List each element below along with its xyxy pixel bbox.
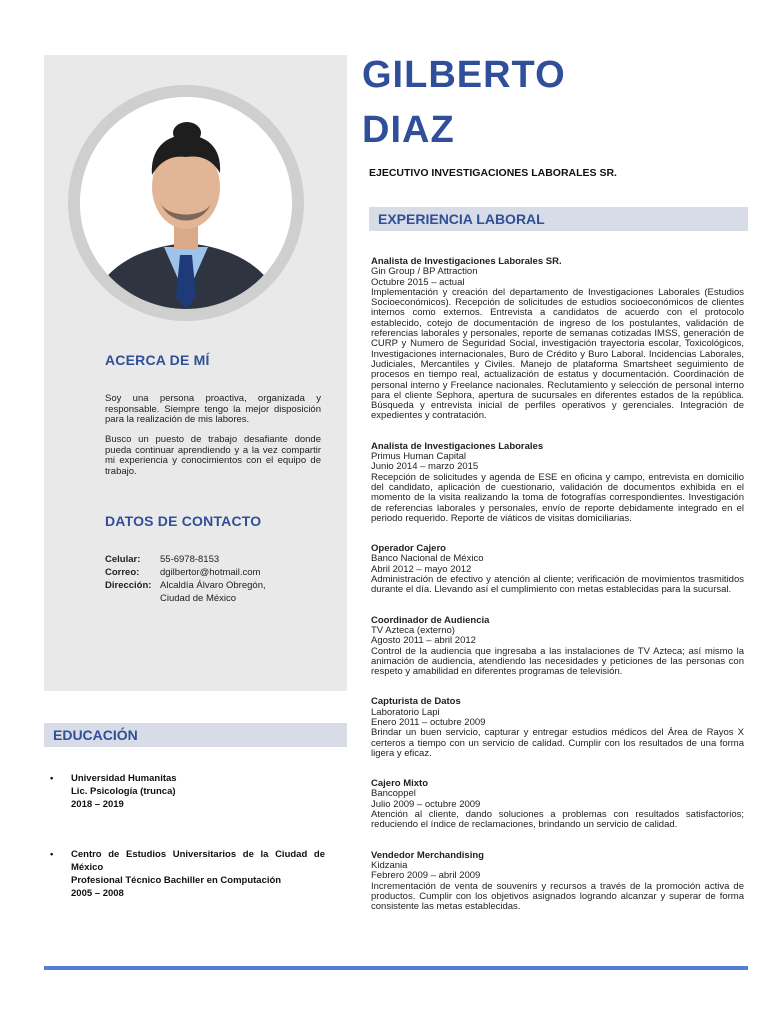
address-line-2: Ciudad de México: [160, 593, 237, 604]
email-label: Correo:: [105, 567, 140, 578]
job-entry-description: Control de la audiencia que ingresaba a las instalaciones de TV Azteca; así mismo la animación de audiencia, atendiendo las necesidades y peticiones de las personas con respeto y amabilidad en diferentes programas de televisión.: [371, 645, 744, 678]
last-name: DIAZ: [362, 109, 455, 151]
job-entry: [371, 616, 744, 678]
phone-value[interactable]: 55-6978-8153: [160, 554, 220, 565]
job-entry-company: Kidzania: [371, 859, 408, 871]
address-value: [160, 579, 290, 605]
job-entry-title: Coordinador de Audiencia: [371, 614, 490, 626]
contact-phone-row: [105, 553, 290, 566]
job-entry: [371, 697, 744, 759]
job-entry: [371, 851, 744, 913]
job-entry-description: Atención al cliente, dando soluciones a problemas con resultados satisfactorios; reduciendo el índice de reclamaciones, brindando un servicio de calidad.: [371, 809, 744, 831]
education-list: [50, 772, 325, 900]
address-label: Dirección:: [105, 580, 152, 591]
experience-section-bar: [369, 207, 748, 231]
job-entry-title: Cajero Mixto: [371, 778, 429, 790]
profile-photo: [80, 97, 292, 309]
job-entry-title: Analista de Investigaciones Laborales SR.: [371, 256, 562, 267]
education-heading: EDUCACIÓN: [53, 727, 138, 743]
job-entry-description: Brindar un buen servicio, capturar y entregar estudios médicos del Área de Rayos X certeros a tiempo con un servicio de calidad. Cumplir con los resultados de una forma ligera y eficaz.: [371, 727, 744, 759]
job-entry-dates: Agosto 2011 – abril 2012: [371, 635, 476, 647]
education-school: Centro de Estudios Universitarios de la Ciudad de México: [71, 849, 325, 873]
job-entry-company: TV Azteca (externo): [371, 624, 455, 636]
bottom-divider: [44, 966, 748, 970]
contact-email-row: [105, 566, 290, 579]
job-entry-description: Administración de efectivo y atención al cliente; verificación de movimientos trasmitidos durante el día. Llevando así el cumplimiento con metas establecidas para la sucursal.: [371, 574, 744, 596]
job-entry: [371, 257, 744, 422]
education-item: [50, 848, 325, 900]
job-entry-description: Implementación y creación del departamento de Investigaciones Laborales (Estudios Socioeconómicos). Recepción de solicitudes de estudios socioeconómicos de clientes internos como externos. Entrevista a candidatos de acuerdo con el protocolo establecido, cotejo de documentación de ingreso de los postulantes, validación de referencias laborales y personales, reporte de semanas cotizadas IMSS, generación de CURP y Numero de Seguridad Social, investigación trayectoria escolar, Toxicológicos, Investigaciones internacionales, Buro de Crédito y Buro Laboral. Incidencias Laborales, Judiciales, Mercantiles y Civiles. Manejo de plataforma Smartsheet seguimiento de procesos en tiempo real, actualización de estatus y documentación. Coordinación de personal interno y Freelance nacionales. Reclutamiento y selección de personal interno para el cliente Sephora, apertura de sucursales en diferentes estados de la república. Búsqueda y entrevista inicial de perfiles operativos y gerenciales. Integración de expedientes y contratación.: [371, 286, 744, 422]
education-degree: Lic. Psicología (trunca): [71, 786, 176, 797]
job-entry-title: Analista de Investigaciones Laborales: [371, 440, 544, 452]
job-entry: [371, 544, 744, 595]
job-entry: [371, 442, 744, 524]
job-entry-dates: Enero 2011 – octubre 2009: [371, 716, 486, 728]
job-entry-company: Primus Human Capital: [371, 451, 467, 463]
education-dates: 2018 – 2019: [71, 799, 124, 810]
job-entry-dates: Junio 2014 – marzo 2015: [371, 461, 479, 473]
education-dates: 2005 – 2008: [71, 888, 124, 899]
bullet-icon: •: [50, 773, 54, 784]
phone-label: Celular:: [105, 554, 141, 565]
experience-heading: EXPERIENCIA LABORAL: [378, 211, 545, 227]
first-name: GILBERTO: [362, 54, 566, 96]
experience-list: [371, 257, 744, 912]
job-entry-title: Vendedor Merchandising: [371, 849, 484, 861]
job-entry-dates: Abril 2012 – mayo 2012: [371, 563, 472, 575]
about-paragraph-1: Soy una persona proactiva, organizada y responsable. Siempre tengo la mejor disposición para la realización de mis labores.: [105, 393, 321, 426]
about-heading: ACERCA DE MÍ: [105, 352, 210, 368]
job-entry-dates: Febrero 2009 – abril 2009: [371, 870, 481, 882]
contact-details: [105, 553, 290, 605]
email-value[interactable]: dgilbertor@hotmail.com: [160, 567, 261, 578]
profile-portrait-image: [80, 97, 292, 309]
bullet-icon: •: [50, 849, 54, 860]
job-entry-description: Recepción de solicitudes y agenda de ESE en oficina y campo, entrevista en domicilio del candidato, aplicación de cuestionario, validación de documentos exhibida en el momento de la visita realizando la toma de fotografías correspondientes. Investigación de referencias laborales y personales, envío de reporte debidamente integrado en el periodo requerido. Reporte de viáticos de visitas domiciliarias.: [371, 471, 744, 524]
address-line-1: Alcaldía Álvaro Obregón,: [160, 580, 266, 591]
job-entry-company: Bancoppel: [371, 788, 416, 800]
job-entry-company: Laboratorio Lapi: [371, 706, 440, 718]
job-entry-company: Gin Group / BP Attraction: [371, 266, 478, 278]
education-section-bar: [44, 723, 347, 747]
education-school: Universidad Humanitas: [71, 773, 177, 784]
job-entry-title: Operador Cajero: [371, 543, 446, 555]
job-entry-description: Incrementación de venta de souvenirs y recursos a través de la promoción activa de productos. Cumplir con los objetivos asignados logrando alcanzar y superar de forma consistente las metas establecidas.: [371, 880, 744, 913]
job-entry-company: Banco Nacional de México: [371, 553, 484, 565]
job-title: EJECUTIVO INVESTIGACIONES LABORALES SR.: [369, 167, 617, 179]
contact-heading: DATOS DE CONTACTO: [105, 513, 262, 529]
about-paragraph-2: Busco un puesto de trabajo desafiante donde pueda continuar aprendiendo y a la vez compartir mi experiencia y conocimientos con el equipo de trabajo.: [105, 434, 321, 477]
contact-address-row: [105, 579, 290, 605]
job-entry-dates: Julio 2009 – octubre 2009: [371, 798, 481, 810]
job-entry-dates: Octubre 2015 – actual: [371, 276, 465, 288]
education-item: [50, 772, 325, 811]
job-entry-title: Capturista de Datos: [371, 696, 461, 708]
education-degree: Profesional Técnico Bachiller en Computación: [71, 875, 282, 886]
job-entry: [371, 779, 744, 830]
